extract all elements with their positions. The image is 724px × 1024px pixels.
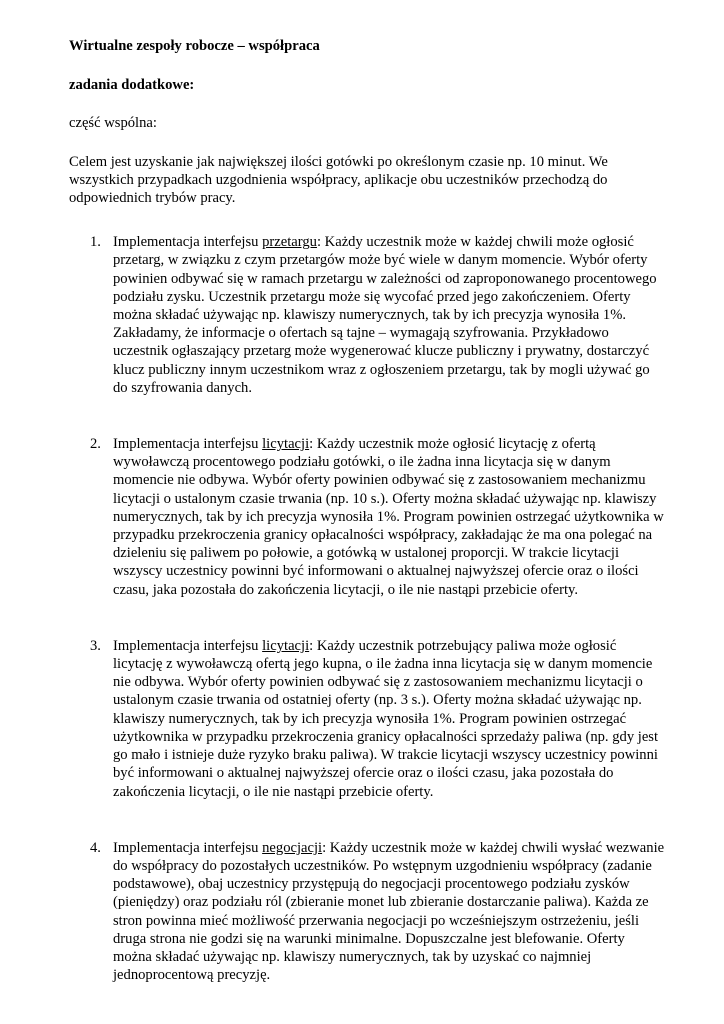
document-page	[69, 37, 665, 984]
document-subtitle: zadania dodatkowe:	[69, 77, 195, 94]
task-term: licytacji	[262, 637, 310, 654]
document-title: Wirtualne zespoły robocze – współpraca	[69, 38, 320, 54]
task-term: negocjacji	[262, 839, 323, 856]
task-item-licytacja-gotowka	[69, 435, 665, 599]
task-item-negocjacje	[69, 839, 665, 985]
task-body: : Każdy uczestnik potrzebujący paliwa może ogłosić licytację z wywoławczą ofertą jego kupna, o ile żadna inna licytacja się w danym momencie nie odbywa. Wybór oferty powinien odbywać się z zastosowaniem mechanizmu licytacji o ustalonym czasie trwania od ostatniej oferty (np. 3 s.). Oferty można składać używając np. klawiszy numerycznych, tak by ich precyzja wynosiła 1%. Program powinien ostrzegać użytkownika w przypadku przekroczenia granicy opłacalności sprzedaży paliwa (np. gdy jest go mało i istnieje duże ryzyko braku paliwa). W trakcie licytacji wszyscy uczestnicy powinni być informowani o aktualnej najwyższej ofercie oraz o ilości czasu, jaka pozostała do zakończenia licytacji, o ile nie nastąpi przebicie oferty.	[113, 637, 659, 800]
task-prefix: Implementacja interfejsu	[113, 436, 263, 453]
task-prefix: Implementacja interfejsu	[113, 637, 263, 654]
task-number: 4.	[90, 839, 101, 856]
task-body: : Każdy uczestnik może w każdej chwili wysłać wezwanie do współpracy do pozostałych uczestników. Po wstępnym uzgodnieniu współpracy (zadanie podstawowe), obaj uczestnicy przystępują do negocjacji procentowego podziału zysków (pieniędzy) oraz podziału ról (zbieranie monet lub zbieranie dostarczanie paliwa). Każda ze stron powinna mieć możliwość przerwania negocjacji po wcześniejszym ostrzeżeniu, jeśli druga strona nie godzi się na warunki minimalne. Dopuszczalne jest blefowanie. Oferty można składać używając np. klawiszy numerycznych, tak by uzyskać co najmniej jednoprocentową precyzję.	[113, 839, 665, 984]
task-item-licytacja-paliwo	[69, 637, 665, 801]
task-term: przetargu	[262, 234, 317, 251]
task-number: 1.	[90, 234, 101, 251]
task-prefix: Implementacja interfejsu	[113, 839, 263, 856]
task-number: 3.	[90, 637, 101, 654]
task-list	[69, 233, 665, 984]
task-item-przetarg	[69, 233, 665, 397]
task-prefix: Implementacja interfejsu	[113, 234, 263, 251]
intro-paragraph: Celem jest uzyskanie jak największej ilości gotówki po określonym czasie np. 10 minut. We wszystkich przypadkach uzgodnienia współpracy, aplikacje obu uczestników przechodzą do odpowiednich trybów pracy.	[69, 153, 608, 207]
section-label: część wspólna:	[69, 115, 157, 132]
task-body: : Każdy uczestnik może ogłosić licytację z ofertą wywoławczą procentowego podziału gotówki, o ile żadna inna licytacja się w danym momencie nie odbywa. Wybór oferty powinien odbywać się z zastosowaniem mechanizmu licytacji o ustalonym czasie trwania (np. 10 s.). Oferty można składać używając np. klawiszy numerycznych, tak by ich precyzja wynosiła 1%. Program powinien ostrzegać użytkownika w przypadku przekroczenia granicy opłacalności współpracy, zakładając że ma ona polegać na dzieleniu się paliwem po połowie, a gotówką w ustalonej proporcji. W trakcie licytacji wszyscy uczestnicy powinni być informowani o aktualnej najwyższej ofercie oraz o ilości czasu, jaka pozostała do zakończenia licytacji, o ile nie nastąpi przebicie oferty.	[113, 436, 664, 598]
task-number: 2.	[90, 436, 101, 453]
task-term: licytacji	[262, 436, 310, 453]
task-body: : Każdy uczestnik może w każdej chwili może ogłosić przetarg, w związku z czym przetargów może być wiele w danym momencie. Wybór oferty powinien odbywać się w ramach przetargu w zależności od zaproponowanego procentowego podziału zysku. Uczestnik przetargu może się wycofać przed jego zakończeniem. Oferty można składać używając np. klawiszy numerycznych, tak by ich precyzja wynosiła 1%. Zakładamy, że informacje o ofertach są tajne – wymagają szyfrowania. Przykładowo uczestnik ogłaszający przetarg może wygenerować klucze publiczny i prywatny, dostarczyć klucz publiczny innym uczestnikom wraz z ogłoszeniem przetargu, tak by mogli używać go do szyfrowania danych.	[113, 234, 657, 396]
